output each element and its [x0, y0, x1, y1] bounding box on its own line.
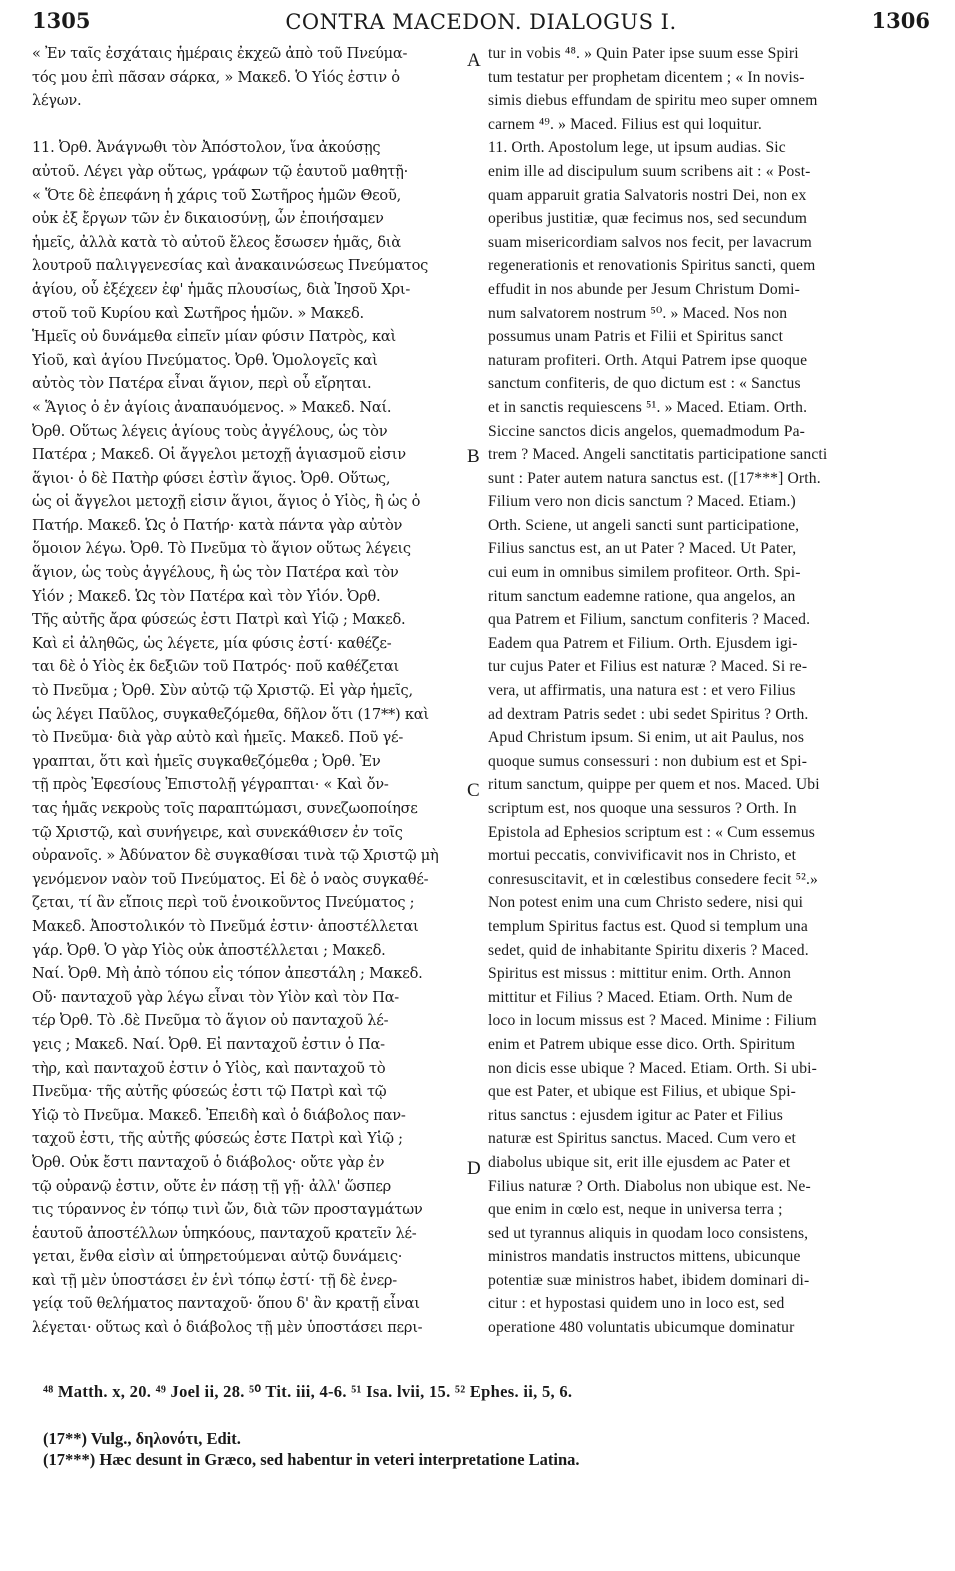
text-line: regenerationis et renovationis Spiritus sancti, quem: [488, 257, 816, 275]
text-line: ad dextram Patris sedet : ubi sedet Spiritus ? Orth.: [488, 705, 809, 723]
text-line: tur cujus Pater et Filius est naturæ ? Maced. Si re-: [488, 658, 808, 676]
text-line: Siccine sanctos dicis angelos, quemadmodum Pa-: [488, 422, 805, 440]
margin-marker-a: A: [467, 50, 481, 71]
text-line: operibus justitiæ, quæ fecimus nos, sed secundum: [488, 210, 808, 228]
text-line: operatione 480 voluntatis ubicumque dominatur: [488, 1319, 795, 1337]
text-line: τῷ οὐρανῷ ἐστιν, οὔτε ἐν πάσῃ τῇ γῇ· ἀλλ' ὥσπερ: [32, 1177, 391, 1195]
text-line: ἁγίου, οὗ ἐξέχεεν ἐφ' ἡμᾶς πλουσίως, διὰ Ἰησοῦ Χρι-: [32, 280, 411, 298]
text-line: templum Spiritus factus est. Quod si templum una: [488, 917, 808, 935]
text-line: Πατέρα ; Μακεδ. Οἱ ἄγγελοι μετοχῇ ἁγιασμοῦ εἰσιν: [32, 446, 406, 464]
text-line: trem ? Maced. Angeli sanctitatis participatione sancti: [488, 446, 828, 464]
text-line: diabolus ubique sit, erit ille ejusdem ac Pater et: [488, 1153, 791, 1171]
text-line: enim et Patrem ubique esse dico. Orth. Spiritum: [488, 1035, 796, 1053]
text-line: quoque sumus consessuri : non dubium est et Spi-: [488, 752, 808, 770]
text-line: citur : et hypostasi quidem uno in loco est, sed: [488, 1295, 785, 1313]
text-line: τέρ Ὀρθ. Τὸ .δὲ Πνεῦμα τὸ ἅγιον οὐ πανταχοῦ λέ-: [32, 1012, 389, 1030]
text-line: vera, ut affirmatis, una natura est : et vero Filius: [488, 682, 796, 700]
text-line: Πνεῦμα· τῆς αὐτῆς φύσεώς ἐστι τῷ Πατρὶ καὶ τῷ: [32, 1083, 387, 1101]
text-line: Πατήρ. Μακεδ. Ὡς ὁ Πατήρ· κατὰ πάντα γὰρ αὐτὸν: [32, 516, 403, 534]
text-line: τὸ Πνεῦμα ; Ὀρθ. Σὺν αὐτῷ τῷ Χριστῷ. Εἰ γὰρ ἡμεῖς,: [32, 682, 413, 700]
text-line: cui eum in omnibus similem profiteor. Orth. Spi-: [488, 564, 801, 582]
text-line: Filium vero non dicis sanctum ? Maced. Etiam.): [488, 493, 796, 511]
text-line: « Ἐν ταῖς ἐσχάταις ἡμέραις ἐκχεῶ ἀπὸ τοῦ Πνεύμα-: [32, 45, 408, 62]
page-number-right: 1306: [871, 8, 930, 33]
margin-marker-b: B: [467, 446, 480, 467]
text-line: ἅγιον, ὡς τοὺς ἀγγέλους, ἢ ὡς τὸν Πατέρα καὶ τὸν: [32, 564, 399, 582]
text-line: naturæ est Spiritus sanctus. Maced. Cum vero et: [488, 1130, 797, 1148]
text-line: ritum sanctum, quippe per quem et nos. Maced. Ubi: [488, 776, 820, 794]
text-line: Eadem qua Patrem et Filium. Orth. Ejusdem igi-: [488, 634, 798, 652]
text-line: ritus sanctus : ejusdem igitur ac Pater et Filius: [488, 1106, 783, 1124]
text-line: γείᾳ τοῦ θελήματος πανταχοῦ· ὅπου δ' ἂν κρατῇ εἶναι: [32, 1295, 420, 1313]
text-line: possumus unam Patris et Filii et Spiritus sanct: [488, 328, 784, 346]
text-line: Ὀρθ. Οὐκ ἔστι πανταχοῦ ὁ διάβολος· οὔτε γὰρ ἐν: [32, 1153, 385, 1171]
text-line: simis diebus effundam de spiritu meo super omnem: [488, 92, 818, 110]
text-line: Οὔ· πανταχοῦ γὰρ λέγω εἶναι τὸν Υἱὸν καὶ τὸν Πα-: [32, 988, 399, 1006]
text-line: Μακεδ. Ἀποστολικόν τὸ Πνεῦμά ἐστιν· ἀποστέλλεται: [32, 917, 419, 935]
text-line: λουτροῦ παλιγγενεσίας καὶ ἀνακαινώσεως Πνεύματος: [32, 257, 429, 275]
page-header: [32, 8, 930, 38]
text-line: loco in locum missus est ? Maced. Minime : Filium: [488, 1012, 817, 1030]
running-title: CONTRA MACEDON. DIALOGUS I.: [285, 10, 677, 34]
text-line: 11. Ὀρθ. Ἀνάγνωθι τὸν Ἀπόστολον, ἵνα ἀκούσῃς: [32, 139, 381, 157]
text-line: 11. Orth. Apostolum lege, ut ipsum audias. Sic: [488, 139, 786, 157]
text-line: carnem ⁴⁹. » Maced. Filius est qui loquitur.: [488, 115, 762, 133]
text-line: γραπται, ὅτι καὶ ἡμεῖς συγκαθεζόμεθα ; Ὀρθ. Ἐν: [32, 752, 381, 770]
text-line: que est Pater, et ubique est Filius, et ubique Spi-: [488, 1083, 797, 1101]
text-line: Filius naturæ ? Orth. Diabolus non ubique est. Ne-: [488, 1177, 811, 1195]
text-line: Τῆς αὐτῆς ἄρα φύσεώς ἐστι Πατρὶ καὶ Υἱῷ ; Μακεδ.: [32, 611, 406, 629]
text-line: Καὶ εἰ ἀληθῶς, ὡς λέγετε, μία φύσις ἐστί· καθέζε-: [32, 634, 392, 652]
text-line: τῇ πρὸς Ἐφεσίους Ἐπιστολῇ γέγραπται· « Καὶ ὄν-: [32, 776, 389, 794]
greek-column: [32, 42, 462, 1340]
text-line: ritum sanctum eademne ratione, qua angelos, an: [488, 587, 796, 605]
text-line: τῷ Χριστῷ, καὶ συνήγειρε, καὶ συνεκάθισεν ἐν τοῖς: [32, 823, 403, 841]
footnote-references: ⁴⁸ Matth. x, 20. ⁴⁹ Joel ii, 28. ⁵⁰ Tit. iii, 4-6. ⁵¹ Isa. lvii, 15. ⁵² Ephes. ii, 5, 6.: [43, 1382, 573, 1401]
text-line: potentiæ suæ ministros habet, ibidem dominari di-: [488, 1271, 810, 1289]
text-line: Non potest enim una cum Christo sedere, nisi qui: [488, 894, 804, 912]
text-line: λέγεται· οὕτως καὶ ὁ διάβολος τῇ μὲν ὑποστάσει περι-: [32, 1319, 423, 1337]
text-line: ἡμεῖς, ἀλλὰ κατὰ τὸ αὐτοῦ ἔλεος ἔσωσεν ἡμᾶς, διὰ: [32, 233, 401, 251]
text-line: sedet, quid de inhabitante Spiritu dixeris ? Maced.: [488, 941, 809, 959]
text-line: sunt : Pater autem natura sanctus est. ([17***] Orth.: [488, 469, 821, 487]
text-line: Epistola ad Ephesios scriptum est : « Cum essemus: [488, 823, 815, 841]
margin-marker-d: D: [467, 1158, 481, 1179]
text-line: αὐτὸς τὸν Πατέρα εἶναι ἅγιον, περὶ οὗ εἴρηται.: [32, 375, 372, 393]
text-line: ὅμοιον λέγω. Ὀρθ. Τὸ Πνεῦμα τὸ ἅγιον οὕτως λέγεις: [32, 540, 411, 558]
text-line: [32, 113, 462, 137]
text-line: tur in vobis ⁴⁸. » Quin Pater ipse suum esse Spiri: [488, 45, 799, 62]
text-line: que enim in cœlo est, neque in universa terra ;: [488, 1201, 783, 1219]
text-line: qua Patrem et Filium, sanctum confiteris ? Maced.: [488, 611, 811, 629]
footnote-2: (17***) Hæc desunt in Græco, sed habentur in veteri interpretatione Latina.: [43, 1450, 580, 1469]
latin-column: [488, 42, 933, 1340]
text-line: effudit in nos abunde per Jesum Christum Domi-: [488, 280, 800, 298]
text-line: sed ut tyrannus aliquis in quodam loco consistens,: [488, 1224, 809, 1242]
text-line: ζεται, τί ἂν εἴποις περὶ τοῦ ἐνοικοῦντος Πνεύματος ;: [32, 894, 415, 912]
text-line: non dicis esse ubique ? Maced. Etiam. Orth. Si ubi-: [488, 1059, 817, 1077]
text-line: Apud Christum ipsum. Si enim, ut ait Paulus, nos: [488, 729, 805, 747]
text-line: οὐκ ἐξ ἔργων τῶν ἐν δικαιοσύνῃ, ὧν ἐποιήσαμεν: [32, 210, 384, 228]
text-line: τας ἡμᾶς νεκροὺς τοῖς παραπτώμασι, συνεζωοποίησε: [32, 800, 418, 817]
text-line: mittitur et Filius ? Maced. Etiam. Orth. Num de: [488, 988, 793, 1006]
text-line: enim ille ad discipulum suum scribens ait : « Post-: [488, 162, 811, 180]
text-line: Υἱόν ; Μακεδ. Ὡς τὸν Πατέρα καὶ τὸν Υἱόν. Ὀρθ.: [32, 587, 381, 605]
text-line: ταχοῦ ἐστι, τῆς αὐτῆς φύσεώς ἐστε Πατρὶ καὶ Υἱῷ ;: [32, 1130, 403, 1148]
text-line: scriptum est, nos quoque una sessuros ? Orth. In: [488, 800, 797, 817]
text-line: « Ὅτε δὲ ἐπεφάνη ἡ χάρις τοῦ Σωτῆρος ἡμῶν Θεοῦ,: [32, 186, 401, 204]
text-line: γεις ; Μακεδ. Ναί. Ὀρθ. Εἰ πανταχοῦ ἐστιν ὁ Πα-: [32, 1035, 385, 1053]
text-line: τις τύραννος ἐν τόπῳ τινὶ ὤν, διὰ τῶν προσταγμάτων: [32, 1201, 423, 1219]
text-line: ται δὲ ὁ Υἱὸς ἐκ δεξιῶν τοῦ Πατρός· ποῦ καθέζεται: [32, 658, 399, 676]
footnote-1: (17**) Vulg., δηλονότι, Edit.: [43, 1429, 241, 1448]
text-line: mortui peccatis, convivificavit nos in Christo, et: [488, 847, 797, 865]
margin-marker-c: C: [467, 780, 480, 801]
text-line: sanctum confiteris, de quo dictum est : « Sanctus: [488, 375, 801, 393]
text-line: τός μου ἐπὶ πᾶσαν σάρκα, » Μακεδ. Ὁ Υἱός ἐστιν ὁ: [32, 68, 400, 86]
text-line: ὡς λέγει Παῦλος, συγκαθεζόμεθα, δῆλον ὅτι (17**) καὶ: [32, 705, 429, 723]
text-line: Ἡμεῖς οὐ δυνάμεθα εἰπεῖν μίαν φύσιν Πατρὸς, καὶ: [32, 328, 397, 346]
text-line: Spiritus est missus : mittitur enim. Orth. Annon: [488, 965, 792, 983]
text-line: Υἱοῦ, καὶ ἁγίου Πνεύματος. Ὀρθ. Ὁμολογεῖς καὶ: [32, 351, 378, 369]
text-line: ὡς οἱ ἄγγελοι μετοχῇ εἰσιν ἅγιοι, ἅγιος ὁ Υἱὸς, ἢ ὡς ὁ: [32, 493, 421, 511]
text-line: ministros mandatis instructos mittens, ubicunque: [488, 1248, 801, 1266]
page-number-left: 1305: [32, 8, 91, 33]
text-line: Υἱῷ τὸ Πνεῦμα. Μακεδ. Ἐπειδὴ καὶ ὁ διάβολος παν-: [32, 1106, 406, 1124]
text-line: ἅγιοι· ὁ δὲ Πατὴρ φύσει ἐστὶν ἅγιος. Ὀρθ. Οὕτως,: [32, 469, 391, 487]
text-line: quam apparuit gratia Salvatoris nostri Dei, non ex: [488, 186, 807, 204]
text-line: conresuscitavit, et in cœlestibus consedere fecit ⁵².»: [488, 870, 818, 888]
text-line: Filius sanctus est, an ut Pater ? Maced. Ut Pater,: [488, 540, 797, 558]
text-line: καὶ τῇ μὲν ὑποστάσει ἐν ἑνὶ τόπῳ ἐστί· τῇ δὲ ἐνερ-: [32, 1271, 397, 1289]
text-line: naturam profiteri. Orth. Atqui Patrem ipse quoque: [488, 351, 808, 369]
text-line: γεται, ἔνθα εἰσὶν αἱ ὑπηρετούμεναι αὐτῷ δυνάμεις·: [32, 1248, 403, 1266]
text-line: στοῦ τοῦ Κυρίου καὶ Σωτῆρος ἡμῶν. » Μακεδ.: [32, 304, 364, 322]
text-line: tum testatur per prophetam dicentem ; « In novis-: [488, 68, 805, 86]
text-line: « Ἅγιος ὁ ἐν ἁγίοις ἀναπαυόμενος. » Μακεδ. Ναί.: [32, 398, 392, 416]
text-line: et in sanctis requiescens ⁵¹. » Maced. Etiam. Orth.: [488, 398, 808, 416]
text-line: τὴρ, καὶ πανταχοῦ ἐστιν ὁ Υἱὸς, καὶ πανταχοῦ τὸ: [32, 1059, 386, 1077]
text-line: ἑαυτοῦ ἀποστέλλων ὑπηκόους, πανταχοῦ κρατεῖν λέ-: [32, 1224, 417, 1242]
text-line: λέγων.: [32, 92, 82, 110]
text-line: num salvatorem nostrum ⁵⁰. » Maced. Nos non: [488, 304, 788, 322]
text-line: οὐρανοῖς. » Ἀδύνατον δὲ συγκαθίσαι τινὰ τῷ Χριστῷ μὴ: [32, 847, 439, 865]
footnotes: [43, 1428, 580, 1470]
text-line: τὸ Πνεῦμα· διὰ γὰρ αὐτὸ καὶ ἡμεῖς. Μακεδ. Ποῦ γέ-: [32, 729, 403, 747]
text-line: αὐτοῦ. Λέγει γὰρ οὕτως, γράφων τῷ ἑαυτοῦ μαθητῇ·: [32, 162, 409, 180]
text-line: γενόμενον ναὸν τοῦ Πνεύματος. Εἰ δὲ ὁ ναὸς συγκαθέ-: [32, 870, 429, 888]
text-line: Ὀρθ. Οὕτως λέγεις ἁγίους τοὺς ἀγγέλους, ὡς τὸν: [32, 422, 388, 440]
text-line: suam misericordiam salvos nos fecit, per lavacrum: [488, 233, 812, 251]
text-line: Orth. Sciene, ut angeli sancti sunt participatione,: [488, 516, 800, 534]
text-line: γάρ. Ὀρθ. Ὁ γὰρ Υἱὸς οὐκ ἀποστέλλεται ; Μακεδ.: [32, 941, 386, 959]
text-line: Ναί. Ὀρθ. Μὴ ἀπὸ τόπου εἰς τόπον ἀπεστάλη ; Μακεδ.: [32, 965, 423, 983]
